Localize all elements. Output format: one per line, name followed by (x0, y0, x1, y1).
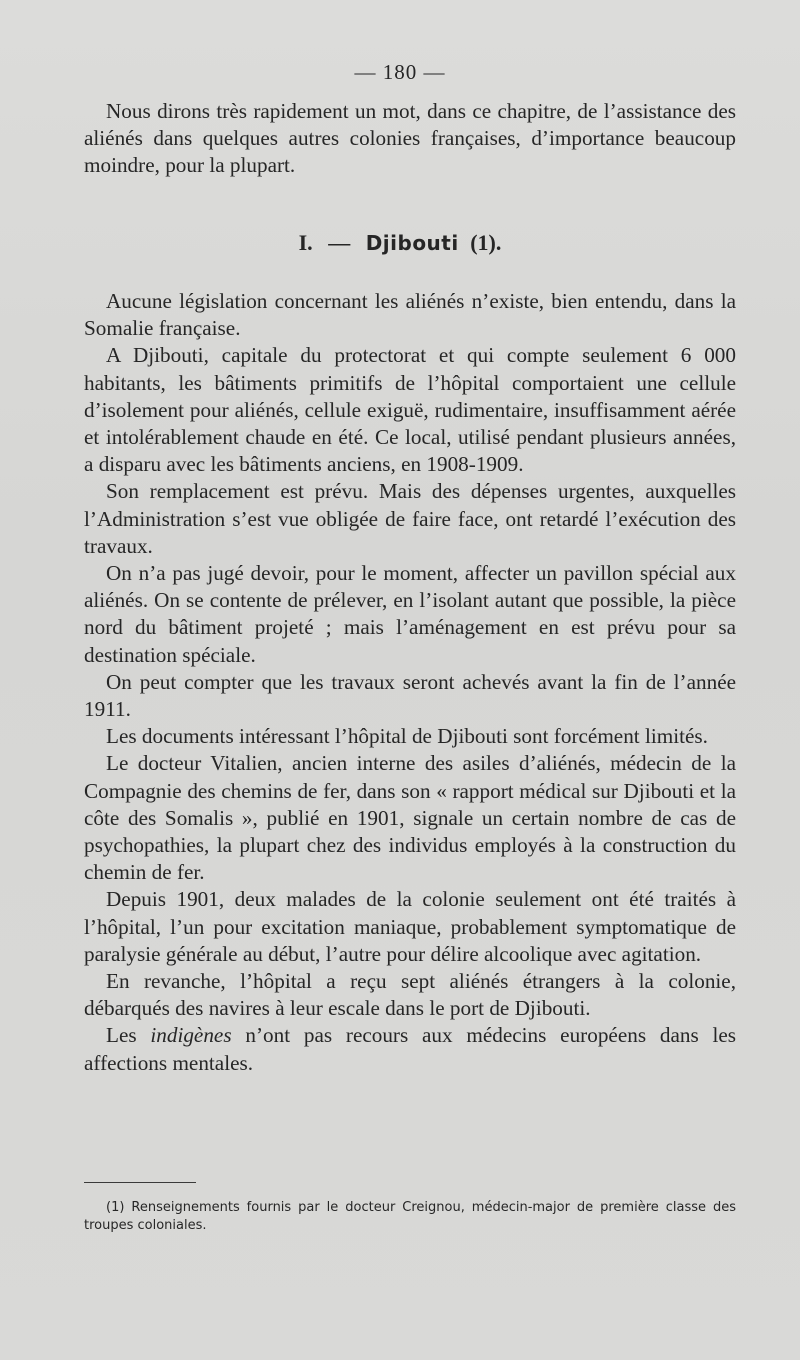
page-number: — 180 — (354, 60, 446, 84)
paragraph: A Djibouti, capitale du protectorat et qui compte seulement 6 000 habitants, les bâtiments primitifs de l’hôpital comportaient une cellule d’isolement pour aliénés, cellule exiguë, rudimentaire, insuffisamment aérée et intolérablement chaude en été. Ce local, utilisé pendant plusieurs années, a disparu avec les bâtiments anciens, en 1908-1909. (84, 343, 736, 477)
paragraph: On n’a pas jugé devoir, pour le moment, affecter un pavillon spécial aux aliénés. On se contente de prélever, en l’isolant autant que possible, la pièce nord du bâtiment projeté ; mais l’aménagement en est prévu pour sa destination spéciale. (84, 561, 736, 667)
paragraph: Les documents intéressant l’hôpital de Djibouti sont forcément limités. (106, 724, 708, 749)
intro-block (84, 98, 736, 180)
last-paragraph-end: n’ont pas recours aux médecins européens dans les affections mentales. (84, 1023, 736, 1075)
section-title: Djibouti (365, 231, 459, 255)
section-dash: — (328, 230, 351, 255)
intro-paragraph: Nous dirons très rapidement un mot, dans ce chapitre, de l’assistance des aliénés dans quelques autres colonies françaises, d’importance beaucoup moindre, pour la plupart. (84, 99, 736, 178)
paragraph: En revanche, l’hôpital a reçu sept aliénés étrangers à la colonie, débarqués des navires à leur escale dans le port de Djibouti. (84, 969, 736, 1021)
footnote: (1) Renseignements fournis par le docteur Creignou, médecin-major de première classe des troupes coloniales. (84, 1200, 736, 1233)
footnote-reference: (1). (470, 230, 502, 255)
section-heading (0, 230, 800, 256)
body-text (84, 288, 736, 1077)
emphasized-word: indigènes (150, 1023, 232, 1048)
paragraph: Depuis 1901, deux malades de la colonie seulement ont été traités à l’hôpital, l’un pour excitation maniaque, probablement symptomatique de paralysie générale au début, l’autre pour délire alcoolique avec agitation. (84, 887, 736, 966)
last-paragraph-start: Les (106, 1023, 137, 1048)
footnote-divider (84, 1182, 196, 1183)
section-number: I. (298, 230, 313, 255)
paragraph: Son remplacement est prévu. Mais des dépenses urgentes, auxquelles l’Administration s’est vue obligée de faire face, ont retardé l’exécution des travaux. (84, 479, 736, 558)
paragraph: Le docteur Vitalien, ancien interne des asiles d’aliénés, médecin de la Compagnie des chemins de fer, dans son « rapport médical sur Djibouti et la côte des Somalis », publié en 1901, signale un certain nombre de cas de psychopathies, la plupart chez des individus employés à la construction du chemin de fer. (84, 751, 736, 885)
paragraph: On peut compter que les travaux seront achevés avant la fin de l’année 1911. (84, 669, 736, 722)
last-paragraph (84, 1022, 736, 1076)
paragraph: Aucune législation concernant les aliénés n’existe, bien entendu, dans la Somalie française. (84, 289, 736, 341)
